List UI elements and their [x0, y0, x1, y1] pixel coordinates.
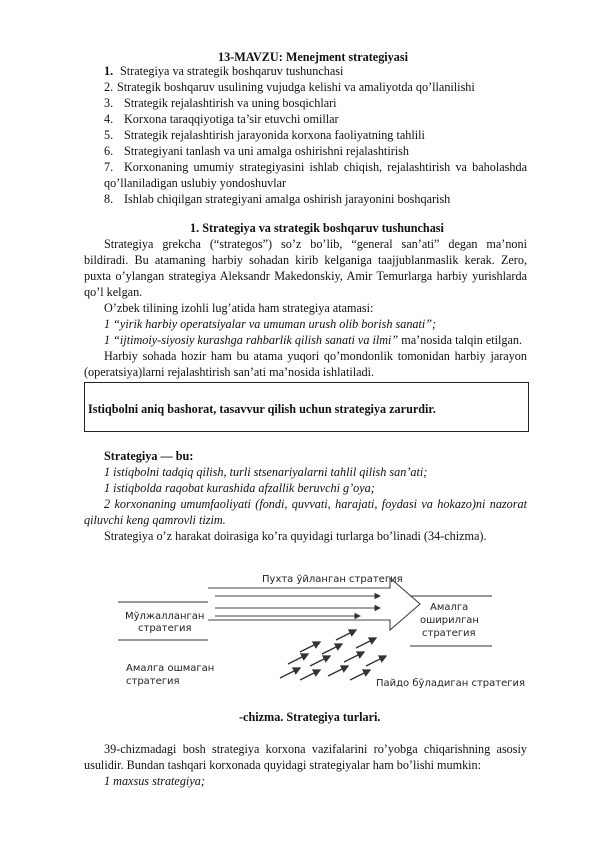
paragraph-line: O’zbek tilining izohli lug’atida ham strategiya atamasi: [104, 301, 374, 315]
toc-item: Korxona taraqqiyotiga ta’sir etuvchi omillar [124, 112, 339, 126]
strategy-item: 2 korxonaning umumfaoliyati (fondi, quvvati, harajati, foydasi va hokazo)ni nazorat [104, 497, 527, 511]
paragraph-line: Harbiy sohada hozir ham bu atama yuqori qo’mondonlik tomonidan harbiy jarayon [104, 349, 527, 363]
toc-num: 3. [104, 96, 114, 110]
diagram-label-unrealized-2: стратегия [126, 676, 180, 687]
diagram-label-unrealized-1: Амалга ошмаган [126, 663, 215, 674]
diagram-label-left-1: Мўлжалланган [125, 611, 205, 622]
toc-item: Strategik rejalashtirish jarayonida korxona faoliyatning tahlili [124, 128, 425, 142]
diagram-label-emergent: Пайдо бўладиган стратегия [376, 678, 526, 689]
definition-item [104, 333, 522, 348]
toc-num: 8. [104, 192, 114, 206]
definition-italic: 1 “ijtimoiy-siyosiy kurashga rahbarlik qilish sanati va ilmi” [104, 333, 399, 347]
toc-num: 2. [104, 80, 114, 94]
definition-item: 1 “yirik harbiy operatsiyalar va umuman urush olib borish sanati”; [104, 317, 437, 331]
paragraph-line: usulidir. Bundan tashqari korxonada quyidagi strategiyalar ham bo’lishi mumkin: [84, 758, 482, 772]
toc-num: 6. [104, 144, 114, 158]
paragraph-line: puxta o’ylangan strategiya Aleksandr Makedonskiy, Amir Temurlarga harbiy yurishlarda [84, 269, 527, 283]
toc-item-continued: qo’llaniladigan uslubiy yondoshuvlar [104, 176, 287, 190]
paragraph-line: (operatsiya)larni rejalashtirish san’ati ma’nosida ishlatiladi. [84, 365, 375, 379]
diagram-label-left-2: стратегия [138, 623, 192, 634]
figure-caption: -chizma. Strategiya turlari. [239, 710, 381, 724]
section-heading: 1. Strategiya va strategik boshqaruv tushunchasi [190, 221, 444, 235]
toc-item: Korxonaning umumiy strategiyasini ishlab chiqish, rejalashtirish va baholashda [124, 160, 527, 174]
diagram-emergent-arrows [280, 630, 386, 680]
toc-num: 1. [104, 64, 114, 78]
paragraph-line: qo’l kelgan. [84, 285, 143, 299]
strategy-item-continued: qiluvchi keng qamrovli tizim. [84, 513, 226, 527]
strategy-types-diagram [100, 568, 526, 698]
diagram-label-right-2: оширилган [420, 615, 479, 626]
strategy-item: 1 istiqbolni tadqiq qilish, turli stsenariyalarni tahlil qilish san’ati; [104, 465, 428, 479]
paragraph-line: bildiradi. Bu atamaning harbiy sohadan kirib kelganiga taajjublanmaslik kerak. Zero, [84, 253, 527, 267]
paragraph-line: Strategiya grekcha (“strategos”) so’z bo’lib, “general san’ati” degan ma’noni [104, 237, 527, 251]
strategy-item: 1 maxsus strategiya; [104, 774, 205, 788]
toc-item: Strategik rejalashtirish va uning bosqichlari [124, 96, 337, 110]
diagram-label-right-1: Амалга [430, 602, 469, 613]
diagram-realized-box [410, 596, 492, 646]
diagram-intended-box [118, 602, 208, 640]
diagram-big-arrow [208, 578, 420, 630]
strategy-label: Strategiya — bu: [104, 449, 194, 463]
diagram-label-top: Пухта ўйланган стратегия [262, 574, 403, 585]
toc-item: Strategiya va strategik boshqaruv tushunchasi [120, 64, 344, 78]
toc-num: 7. [104, 160, 114, 174]
paragraph-line: 39-chizmadagi bosh strategiya korxona vazifalarini ro’yobga chiqarishning asosiy [104, 742, 527, 756]
toc-item: Strategiyani tanlash va uni amalga oshirishni rejalashtirish [124, 144, 409, 158]
strategy-item: 1 istiqbolda raqobat kurashida afzallik beruvchi g’oya; [104, 481, 375, 495]
diagram-label-right-3: стратегия [422, 628, 476, 639]
toc-item: Strategik boshqaruv usulining vujudga kelishi va amaliyotda qo’llanilishi [117, 80, 475, 94]
page-title: 13-MAVZU: Menejment strategiyasi [218, 50, 408, 64]
boxed-statement: Istiqbolni aniq bashorat, tasavvur qilish uchun strategiya zarurdir. [88, 402, 436, 416]
toc-item: Ishlab chiqilgan strategiyani amalga oshirish jarayonini boshqarish [124, 192, 451, 206]
toc-num: 5. [104, 128, 114, 142]
definition-rest: ma’nosida talqin etilgan. [398, 333, 523, 347]
paragraph-line: Strategiya o’z harakat doirasiga ko’ra quyidagi turlarga bo’linadi (34-chizma). [104, 529, 487, 543]
toc-num: 4. [104, 112, 114, 126]
